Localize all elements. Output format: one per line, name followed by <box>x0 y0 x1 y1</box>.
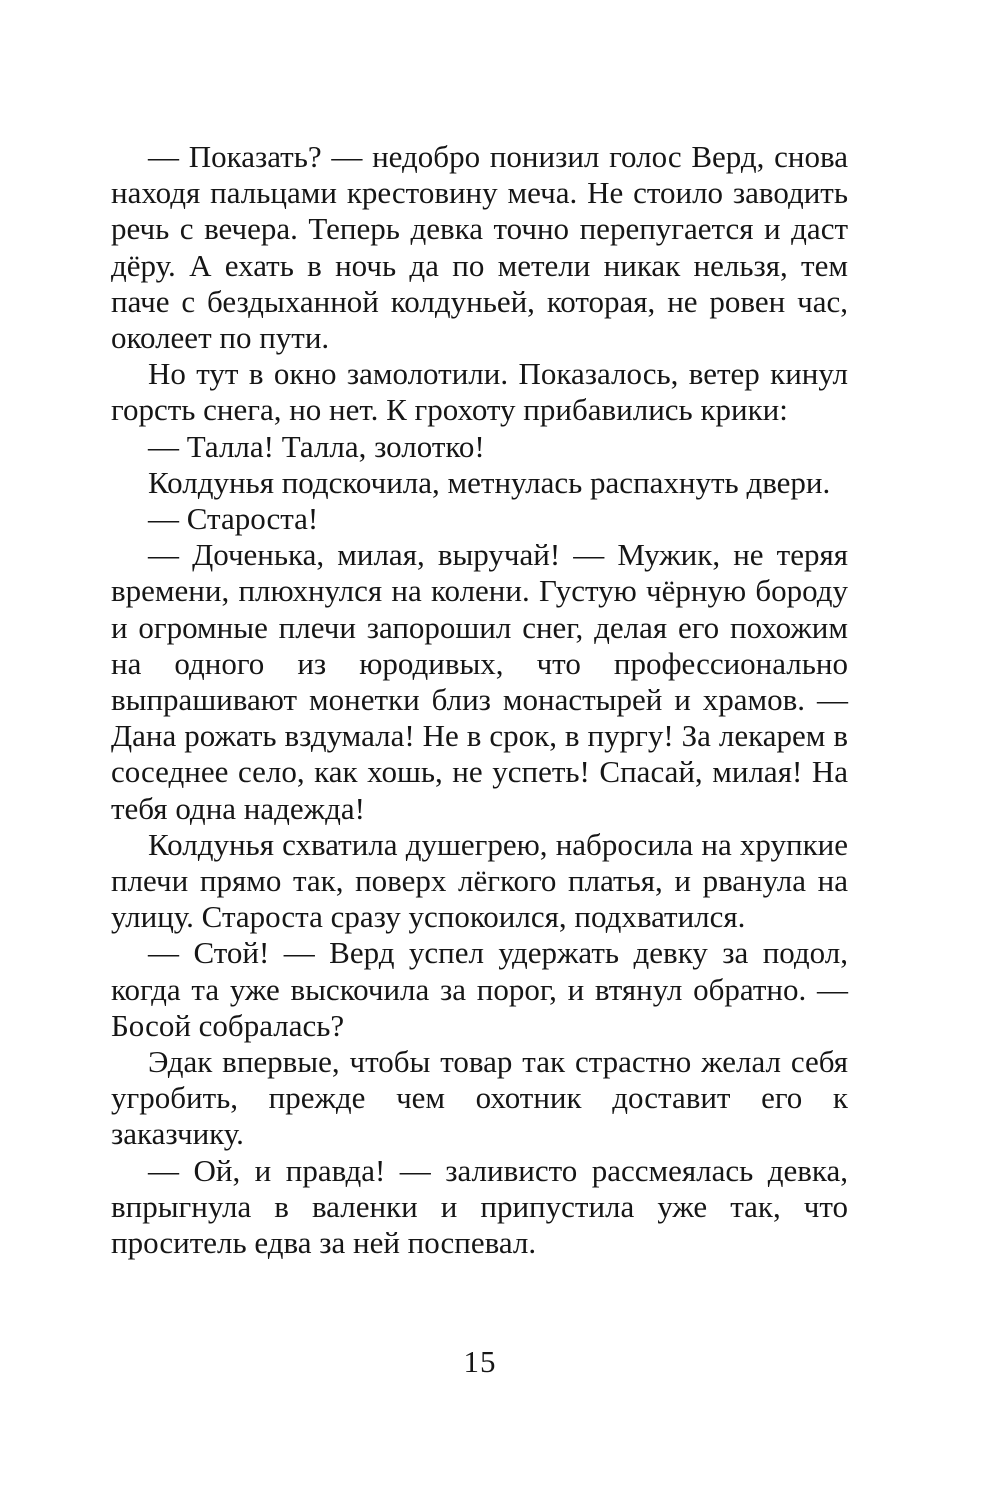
paragraph: Но тут в окно замолотили. Показалось, ветер кинул горсть снега, но нет. К грохоту прибавились крики: <box>111 356 848 428</box>
paragraph: — Староста! <box>148 501 319 537</box>
paragraph: — Талла! Талла, золотко! <box>148 428 485 464</box>
page-number: 15 <box>463 1344 497 1379</box>
page-body <box>111 139 848 1261</box>
paragraph: — Доченька, милая, выручай! — Мужик, не теряя времени, плюхнулся на колени. Густую чёрную бороду и огромные плечи запорошил снег, делая его похожим на одного из юродивых, что профессионально выпрашивают монетки близ монастырей и храмов. — Дана рожать вздумала! Не в срок, в пургу! За лекарем в соседнее село, как хошь, не успеть! Спасай, милая! На тебя одна надежда! <box>111 537 848 826</box>
paragraph: — Стой! — Верд успел удержать девку за подол, когда та уже выскочила за порог, и втянул обратно. — Босой собралась? <box>111 935 848 1043</box>
paragraph: Колдунья схватила душегрею, набросила на хрупкие плечи прямо так, поверх лёгкого платья, и рванула на улицу. Староста сразу успокоился, подхватился. <box>111 826 848 935</box>
paragraph: — Показать? — недобро понизил голос Верд, снова находя пальцами крестовину меча. Не стоило заводить речь с вечера. Теперь девка точно перепугается и даст дёру. А ехать в ночь да по метели никак нельзя, тем паче с бездыханной колдуньей, которая, не ровен час, околеет по пути. <box>111 139 848 356</box>
paragraph: Колдунья подскочила, метнулась распахнуть двери. <box>148 464 831 500</box>
paragraph: — Ой, и правда! — заливисто рассмеялась девка, впрыгнула в валенки и припустила уже так, что проситель едва за ней поспевал. <box>111 1152 848 1261</box>
paragraph: Эдак впервые, чтобы товар так страстно желал себя угробить, прежде чем охотник доставит его к заказчику. <box>111 1044 848 1152</box>
